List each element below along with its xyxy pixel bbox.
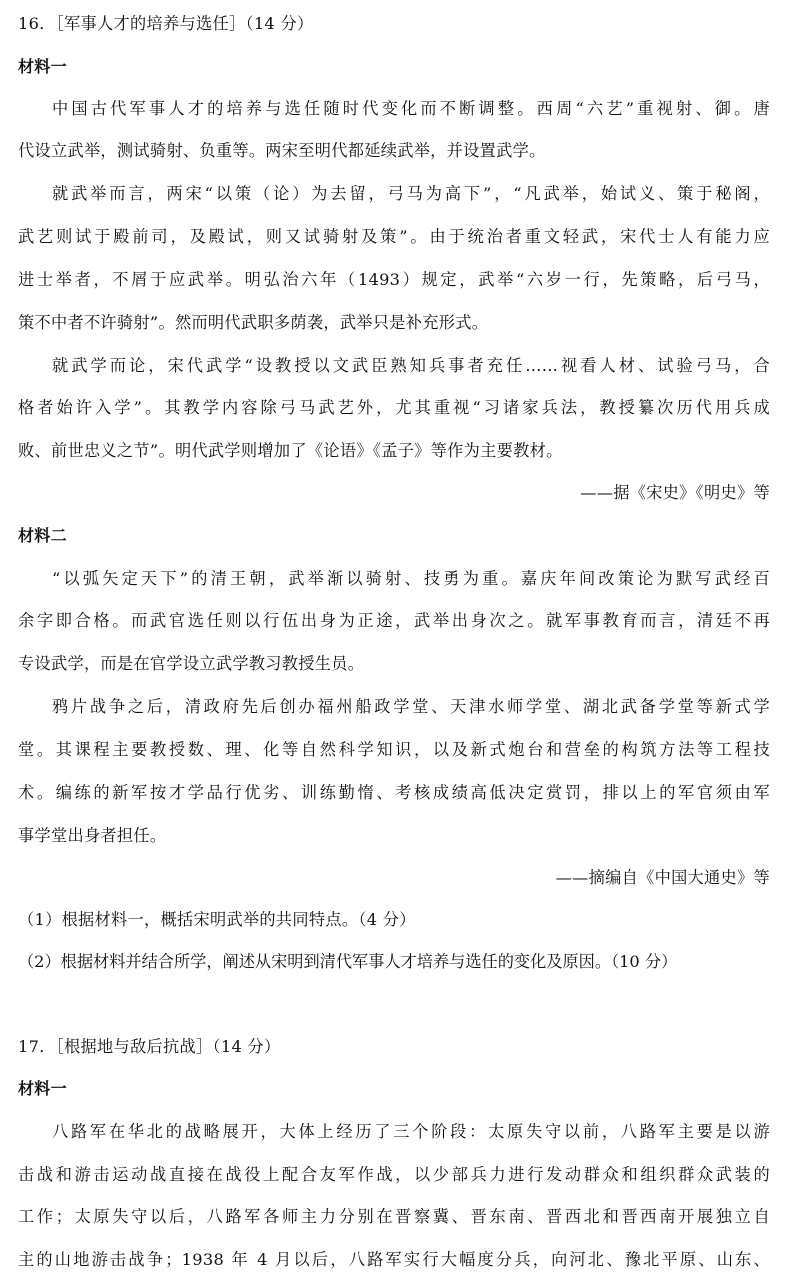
q16-question-1: （1）根据材料一，概括宋明武举的共同特点。（4 分） [18,910,416,929]
q16-m1-line: 就武学而论，宋代武学“设教授以文武臣熟知兵事者充任……视看人材、试验弓马，合 [52,356,770,375]
q17-m1-line: 击战和游击运动战直接在战役上配合友军作战，以少部兵力进行发动群众和组织群众武装的 [18,1165,770,1184]
q16-m1-line: 进士举者，不屑于应武举。明弘治六年（1493）规定，武举“六岁一行，先策略，后弓马， [18,270,770,289]
q16-m1-line: 武艺则试于殿前司，及殿试，则又试骑射及策”。由于统治者重文轻武，宋代士人有能力应 [18,227,770,246]
q16-m2-line: 专设武学，而是在官学设立武学教习教授生员。 [18,654,365,673]
q16-m2-line: 鸦片战争之后，清政府先后创办福州船政学堂、天津水师学堂、湖北武备学堂等新式学 [52,697,770,716]
q16-m1-line: 代设立武举，测试骑射、负重等。两宋至明代都延续武举，并设置武学。 [18,141,546,160]
q16-material2-label: 材料二 [18,526,67,545]
q16-m2-line: 堂。其课程主要教授数、理、化等自然科学知识，以及新式炮台和营垒的构筑方法等工程技 [18,740,770,759]
q16-material1-label: 材料一 [18,57,67,76]
q16-m2-line: 事学堂出身者担任。 [18,826,167,845]
q16-question-2: （2）根据材料并结合所学，阐述从宋明到清代军事人才培养与选任的变化及原因。（10 分） [18,952,678,971]
q17-heading: 17．［根据地与敌后抗战］（14 分） [18,1037,281,1056]
q16-m1-line: 败、前世忠义之节”。明代武学则增加了《论语》《孟子》等作为主要教材。 [18,441,563,460]
q16-m1-line: 就武举而言，两宋“以策（论）为去留，弓马为高下”，“凡武举，始试义、策于秘阁， [52,184,770,203]
q17-m1-line: 工作；太原失守以后，八路军各师主力分别在晋察冀、晋东南、晋西北和晋西南开展独立自 [18,1207,770,1226]
q16-m1-line: 中国古代军事人才的培养与选任随时代变化而不断调整。西周“六艺”重视射、御。唐 [52,99,770,118]
q16-m2-line: “以弧矢定天下”的清王朝，武举渐以骑射、技勇为重。嘉庆年间改策论为默写武经百 [52,569,770,588]
q17-m1-line: 八路军在华北的战略展开，大体上经历了三个阶段：太原失守以前，八路军主要是以游 [52,1122,770,1141]
q16-m2-line: 术。编练的新军按才学品行优劣、训练勤惰、考核成绩高低决定赏罚，排以上的军官须由军 [18,783,770,802]
q16-m1-line: 策不中者不许骑射”。然而明代武职多荫袭，武举只是补充形式。 [18,313,489,332]
q17-m1-line: 主的山地游击战争；1938 年 4 月以后，八路军实行大幅度分兵，向河北、豫北平原、山东、 [18,1250,770,1269]
q16-m1-line: 格者始许入学”。其教学内容除弓马武艺外，尤其重视“习诸家兵法，教授纂次历代用兵成 [18,398,770,417]
q16-source1: ——据《宋史》《明史》等 [580,483,770,502]
q16-source2: ——摘编自《中国大通史》等 [555,868,770,887]
q16-heading: 16．［军事人才的培养与选任］（14 分） [18,14,314,33]
q17-material1-label: 材料一 [18,1079,67,1098]
q16-m2-line: 余字即合格。而武官选任则以行伍出身为正途，武举出身次之。就军事教育而言，清廷不再 [18,611,770,630]
